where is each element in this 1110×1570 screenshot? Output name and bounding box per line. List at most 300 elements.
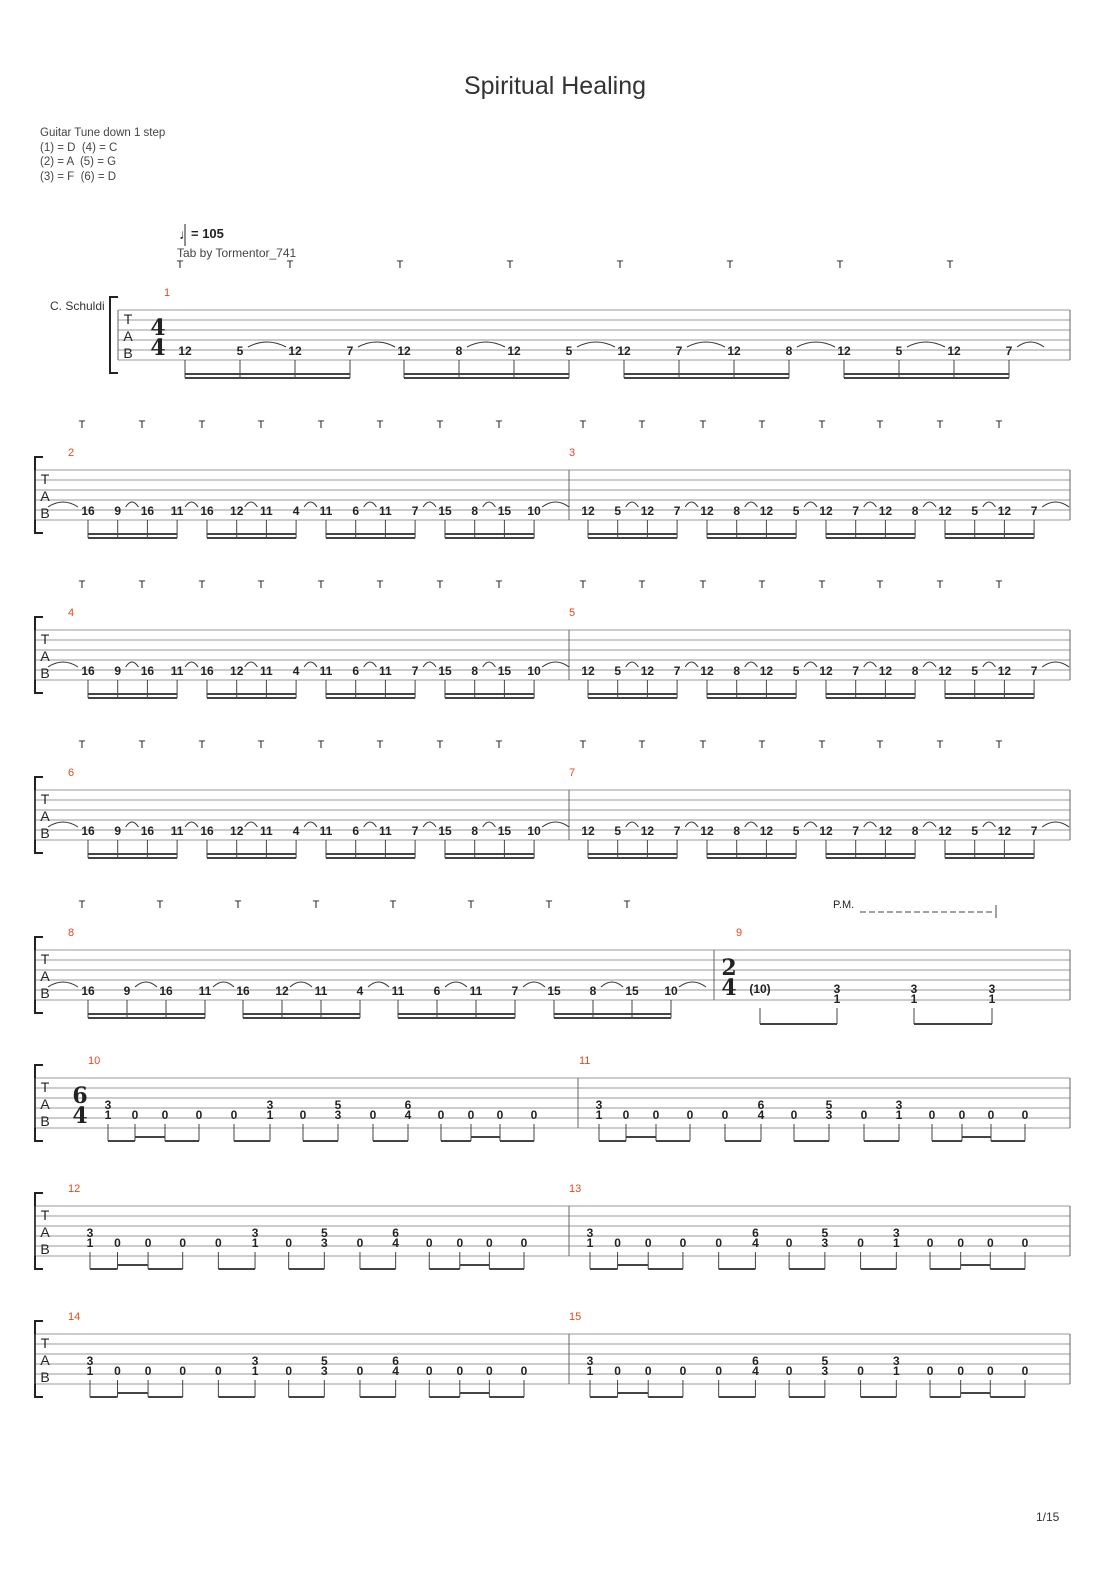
fret-number: 8 — [733, 824, 741, 838]
fret-number: 0 — [785, 1236, 793, 1250]
fret-number: 12 — [759, 664, 774, 678]
tap-mark: T — [286, 259, 294, 271]
tap-mark: T — [623, 899, 631, 911]
fret-number: 7 — [346, 344, 354, 358]
fret-number: 0 — [652, 1108, 660, 1122]
fret-number: 5 — [320, 1226, 328, 1240]
time-signature-top: 6 — [72, 1083, 88, 1109]
tuning-line: (3) = F (6) = D — [40, 170, 117, 183]
fret-number: 3 — [825, 1108, 833, 1122]
fret-number: 5 — [614, 664, 622, 678]
fret-number: 1 — [586, 1364, 594, 1378]
fret-number: 6 — [752, 1226, 759, 1240]
tap-mark: T — [818, 739, 826, 751]
fret-number: 3 — [320, 1364, 328, 1378]
tab-clef-t: T — [40, 1335, 50, 1351]
fret-number: 3 — [910, 982, 918, 996]
fret-number: 3 — [595, 1098, 603, 1112]
tab-clef-b: B — [40, 1369, 50, 1385]
fret-number: 8 — [911, 824, 919, 838]
fret-number: 7 — [852, 824, 860, 838]
fret-number: 12 — [727, 344, 741, 358]
fret-number: 3 — [266, 1098, 274, 1112]
tap-mark: T — [234, 899, 242, 911]
fret-number: 1 — [251, 1236, 259, 1250]
fret-number: 11 — [198, 984, 212, 998]
tap-mark: T — [138, 419, 146, 431]
fret-number: 3 — [334, 1108, 342, 1122]
tie-arc — [358, 342, 395, 347]
measure-number: 15 — [569, 1311, 582, 1323]
fret-number: 0 — [857, 1236, 864, 1250]
fret-number: 4 — [392, 1236, 399, 1250]
fret-number: 7 — [852, 664, 860, 678]
tie-arc — [126, 822, 139, 827]
fret-number: 8 — [471, 504, 479, 518]
tie-arc — [626, 822, 639, 827]
tap-mark: T — [257, 739, 265, 751]
fret-number: 0 — [179, 1236, 187, 1250]
fret-number: 0 — [614, 1364, 621, 1378]
fret-number: 12 — [288, 344, 302, 358]
tap-mark: T — [699, 739, 707, 751]
fret-number: 11 — [319, 824, 333, 838]
fret-number: 6 — [392, 1354, 399, 1368]
tab-clef-t: T — [40, 631, 50, 647]
fret-number: 16 — [140, 664, 155, 678]
tap-mark: T — [995, 419, 1003, 431]
fret-number: 8 — [733, 664, 741, 678]
fret-number: 0 — [926, 1364, 934, 1378]
fret-number: 12 — [938, 504, 952, 518]
fret-number: 6 — [404, 1098, 412, 1112]
fret-number: 10 — [527, 824, 541, 838]
fret-number: 0 — [114, 1236, 121, 1250]
tap-mark: T — [78, 579, 86, 591]
fret-number: 1 — [251, 1364, 259, 1378]
fret-number: 8 — [455, 344, 463, 358]
fret-number: 8 — [733, 504, 741, 518]
fret-number: 0 — [456, 1236, 464, 1250]
tap-mark: T — [758, 579, 766, 591]
tie-arc — [1042, 822, 1069, 827]
fret-number: 0 — [622, 1108, 630, 1122]
measure-number: 6 — [68, 767, 75, 779]
tie-arc — [983, 822, 996, 827]
tap-mark: T — [138, 739, 146, 751]
fret-number: 0 — [721, 1108, 729, 1122]
tap-mark: T — [78, 899, 86, 911]
tie-arc — [423, 662, 436, 667]
fret-number: 0 — [686, 1108, 694, 1122]
tap-mark: T — [758, 739, 766, 751]
fret-number: 12 — [507, 344, 521, 358]
fret-number: 7 — [411, 504, 419, 518]
tie-arc — [601, 982, 623, 987]
tap-mark: T — [616, 259, 624, 271]
fret-number: 0 — [530, 1108, 538, 1122]
fret-number: 15 — [547, 984, 561, 998]
tie-arc — [185, 502, 198, 507]
fret-number: 12 — [878, 824, 893, 838]
fret-number: 0 — [161, 1108, 169, 1122]
tie-arc — [745, 662, 758, 667]
fret-number: 0 — [987, 1108, 995, 1122]
fret-number: 12 — [275, 984, 289, 998]
fret-number: 15 — [497, 664, 512, 678]
fret-number: 11 — [379, 664, 392, 678]
fret-number: 0 — [928, 1108, 936, 1122]
tie-arc — [983, 662, 996, 667]
fret-number: 9 — [123, 984, 131, 998]
fret-number: 0 — [230, 1108, 238, 1122]
tap-mark: T — [317, 579, 325, 591]
tie-arc — [185, 662, 198, 667]
fret-number: 3 — [895, 1098, 903, 1112]
fret-number: 7 — [673, 504, 681, 518]
fret-number: 12 — [230, 824, 244, 838]
fret-number: 12 — [617, 344, 631, 358]
fret-number: 5 — [971, 504, 979, 518]
fret-number: 4 — [292, 664, 300, 678]
tie-arc — [423, 502, 436, 507]
tie-arc — [483, 502, 496, 507]
fret-number: 0 — [679, 1364, 687, 1378]
tie-arc — [290, 982, 312, 987]
fret-number: 0 — [486, 1236, 493, 1250]
tie-arc — [804, 502, 817, 507]
time-signature-top: 2 — [721, 955, 737, 981]
tie-arc — [685, 822, 698, 827]
tap-mark: T — [579, 739, 587, 751]
fret-number: 16 — [140, 504, 155, 518]
fret-number: 0 — [215, 1236, 222, 1250]
tie-arc — [1042, 502, 1069, 507]
fret-number: 0 — [520, 1236, 528, 1250]
tap-mark: T — [198, 579, 206, 591]
tab-clef-a: A — [40, 968, 50, 984]
fret-number: 12 — [230, 504, 244, 518]
tap-mark: T — [638, 739, 646, 751]
tap-mark: T — [156, 899, 164, 911]
fret-number: 0 — [195, 1108, 203, 1122]
tie-arc — [126, 662, 139, 667]
fret-number: 12 — [997, 824, 1012, 838]
fret-number: 16 — [81, 504, 95, 518]
fret-number: 16 — [236, 984, 250, 998]
tie-arc — [48, 502, 78, 507]
fret-number: 0 — [496, 1108, 504, 1122]
tie-arc — [923, 662, 936, 667]
fret-number: 4 — [404, 1108, 412, 1122]
measure-number: 11 — [579, 1055, 591, 1067]
measure-number: 10 — [88, 1055, 101, 1067]
tap-mark: T — [506, 259, 514, 271]
fret-number: 0 — [1021, 1364, 1029, 1378]
track-name: C. Schuldi — [50, 299, 105, 313]
tie-arc — [626, 502, 639, 507]
tie-arc — [923, 822, 936, 827]
fret-number: 8 — [471, 664, 479, 678]
fret-number: 3 — [833, 982, 841, 996]
fret-number: 12 — [837, 344, 851, 358]
fret-number: 11 — [260, 504, 273, 518]
fret-number: 12 — [640, 664, 655, 678]
fret-number: 12 — [581, 504, 595, 518]
time-signature-bottom: 4 — [150, 335, 166, 361]
fret-number: 0 — [1021, 1236, 1029, 1250]
fret-number: 16 — [81, 984, 95, 998]
fret-number: 0 — [957, 1236, 965, 1250]
fret-number: 15 — [625, 984, 639, 998]
fret-number: 11 — [469, 984, 483, 998]
fret-number: 5 — [614, 824, 622, 838]
fret-number: 12 — [581, 664, 595, 678]
tap-mark: T — [176, 259, 184, 271]
measure-number: 12 — [68, 1183, 81, 1195]
fret-number: 0 — [715, 1364, 723, 1378]
tie-arc — [804, 662, 817, 667]
fret-number: 4 — [757, 1108, 765, 1122]
tap-mark: T — [436, 579, 444, 591]
measure-number: 7 — [569, 767, 576, 779]
tab-clef-t: T — [40, 791, 50, 807]
tab-clef-t: T — [40, 1079, 50, 1095]
fret-number: 9 — [114, 664, 122, 678]
tab-clef-t: T — [40, 471, 50, 487]
fret-number: 5 — [895, 344, 903, 358]
tap-mark: T — [936, 419, 944, 431]
tie-arc — [467, 342, 505, 347]
tap-mark: T — [436, 419, 444, 431]
fret-number: 5 — [821, 1354, 829, 1368]
measure-number: 2 — [68, 447, 75, 459]
fret-number: 3 — [988, 982, 996, 996]
tap-mark: T — [495, 739, 503, 751]
tab-clef-t: T — [40, 1207, 50, 1223]
fret-number: 4 — [752, 1364, 759, 1378]
tab-clef-b: B — [40, 1241, 50, 1257]
fret-number: 1 — [595, 1108, 603, 1122]
tie-arc — [483, 662, 496, 667]
fret-number: 11 — [170, 504, 184, 518]
fret-number: 6 — [352, 504, 360, 518]
fret-number: 4 — [292, 504, 300, 518]
tie-arc — [685, 662, 698, 667]
tap-mark: T — [579, 579, 587, 591]
tap-mark: T — [876, 579, 884, 591]
tuning-line: (2) = A (5) = G — [40, 156, 117, 169]
fret-number: 5 — [825, 1098, 833, 1112]
measure-number: 14 — [68, 1311, 81, 1323]
fret-number: 8 — [589, 984, 597, 998]
tap-mark: T — [876, 419, 884, 431]
fret-number: 0 — [790, 1108, 798, 1122]
fret-number: 1 — [266, 1108, 274, 1122]
fret-number: 5 — [614, 504, 622, 518]
tie-arc — [245, 502, 258, 507]
tap-mark: T — [638, 419, 646, 431]
fret-number: 12 — [878, 664, 893, 678]
tap-mark: T — [836, 259, 844, 271]
fret-number: 3 — [586, 1226, 594, 1240]
time-signature-bottom: 4 — [72, 1103, 88, 1129]
measure-number: 5 — [569, 607, 576, 619]
fret-number: 12 — [700, 664, 714, 678]
fret-number: 5 — [821, 1226, 829, 1240]
fret-number: 8 — [911, 504, 919, 518]
tab-clef-b: B — [40, 985, 50, 1001]
tie-arc — [245, 662, 258, 667]
fret-number: 5 — [320, 1354, 328, 1368]
fret-number: 12 — [938, 824, 952, 838]
fret-number: 12 — [947, 344, 961, 358]
fret-number: 7 — [675, 344, 683, 358]
fret-number: 15 — [497, 824, 512, 838]
tab-clef-b: B — [40, 665, 50, 681]
fret-number: 8 — [471, 824, 479, 838]
fret-number: 11 — [379, 504, 392, 518]
tie-arc — [687, 342, 725, 347]
tap-mark: T — [467, 899, 475, 911]
fret-number: 16 — [200, 664, 214, 678]
fret-number: 0 — [644, 1236, 652, 1250]
fret-number: 0 — [131, 1108, 139, 1122]
tap-mark: T — [138, 579, 146, 591]
fret-number: 16 — [140, 824, 155, 838]
fret-number: 0 — [425, 1364, 433, 1378]
fret-number: 0 — [785, 1364, 793, 1378]
fret-number: 7 — [411, 824, 419, 838]
tab-clef-b: B — [40, 1113, 50, 1129]
tab-clef-a: A — [40, 1352, 50, 1368]
fret-number: 4 — [356, 984, 364, 998]
tab-clef-a: A — [40, 1224, 50, 1240]
fret-number: 7 — [1030, 664, 1038, 678]
fret-number: 1 — [86, 1236, 94, 1250]
tap-mark: T — [495, 579, 503, 591]
tab-clef-t: T — [123, 311, 133, 327]
palm-mute-label: P.M. — [833, 899, 855, 911]
fret-number: 0 — [679, 1236, 687, 1250]
tap-mark: T — [198, 419, 206, 431]
fret-number: 1 — [833, 992, 841, 1006]
fret-number: 6 — [352, 824, 360, 838]
fret-number: 12 — [997, 664, 1012, 678]
tap-mark: T — [198, 739, 206, 751]
tap-mark: T — [312, 899, 320, 911]
tab-clef-t: T — [40, 951, 50, 967]
tie-arc — [923, 502, 936, 507]
tap-mark: T — [818, 579, 826, 591]
fret-number: 6 — [757, 1098, 765, 1112]
fret-number: 15 — [438, 504, 452, 518]
fret-number: 16 — [81, 824, 95, 838]
tab-clef-a: A — [40, 1096, 50, 1112]
fret-number: 15 — [497, 504, 512, 518]
tap-mark: T — [257, 579, 265, 591]
fret-number: 0 — [486, 1364, 493, 1378]
fret-number: 4 — [392, 1364, 399, 1378]
tap-mark: T — [936, 739, 944, 751]
tie-arc — [135, 982, 157, 987]
tap-mark: T — [545, 899, 553, 911]
fret-number: 5 — [792, 504, 800, 518]
fret-number: 6 — [392, 1226, 399, 1240]
fret-number: 3 — [320, 1236, 328, 1250]
tap-mark: T — [257, 419, 265, 431]
tie-arc — [368, 982, 389, 987]
fret-number: 1 — [86, 1364, 94, 1378]
fret-number: 5 — [565, 344, 573, 358]
tie-arc — [577, 342, 615, 347]
fret-number: 11 — [170, 824, 184, 838]
fret-number: 16 — [200, 824, 214, 838]
fret-number: 11 — [260, 664, 273, 678]
fret-number: 0 — [986, 1364, 994, 1378]
tap-mark: T — [699, 579, 707, 591]
tie-arc — [1017, 342, 1044, 347]
fret-number: 0 — [144, 1364, 152, 1378]
time-signature-bottom: 4 — [721, 975, 737, 1001]
fret-number: 12 — [819, 504, 833, 518]
tap-mark: T — [376, 579, 384, 591]
fret-number: 11 — [170, 664, 184, 678]
tie-arc — [864, 662, 877, 667]
tap-mark: T — [699, 419, 707, 431]
tie-arc — [804, 822, 817, 827]
fret-number: 6 — [752, 1354, 759, 1368]
fret-number: 12 — [997, 504, 1012, 518]
fret-number: 6 — [352, 664, 360, 678]
fret-number: 0 — [299, 1108, 307, 1122]
song-title: Spiritual Healing — [463, 72, 647, 100]
fret-number: 3 — [586, 1354, 594, 1368]
fret-number: 0 — [369, 1108, 377, 1122]
fret-number: 3 — [104, 1098, 112, 1112]
tie-arc — [983, 502, 996, 507]
tab-credit: Tab by Tormentor_741 — [177, 246, 297, 260]
fret-number: 15 — [438, 664, 452, 678]
tap-mark: T — [995, 579, 1003, 591]
tie-arc — [1042, 662, 1069, 667]
tuning-line: (1) = D (4) = C — [40, 141, 118, 154]
fret-number: 12 — [819, 664, 833, 678]
fret-number: 0 — [926, 1236, 934, 1250]
measure-number: 3 — [569, 447, 576, 459]
tab-clef-a: A — [123, 328, 133, 344]
fret-number: 12 — [397, 344, 411, 358]
fret-number: 16 — [200, 504, 214, 518]
fret-number: 0 — [179, 1364, 187, 1378]
fret-number: 12 — [938, 664, 952, 678]
fret-number: 0 — [285, 1236, 293, 1250]
fret-number: 12 — [700, 824, 714, 838]
fret-number: 5 — [971, 664, 979, 678]
fret-number: 16 — [81, 664, 95, 678]
fret-number: 1 — [892, 1364, 900, 1378]
tap-mark: T — [78, 419, 86, 431]
fret-number: 10 — [527, 504, 541, 518]
tie-arc — [126, 502, 139, 507]
fret-number: 4 — [752, 1236, 759, 1250]
tie-arc — [304, 822, 317, 827]
fret-number: 12 — [640, 504, 655, 518]
fret-number: 0 — [144, 1236, 152, 1250]
tap-mark: T — [376, 419, 384, 431]
tie-arc — [48, 662, 78, 667]
tap-mark: T — [946, 259, 954, 271]
